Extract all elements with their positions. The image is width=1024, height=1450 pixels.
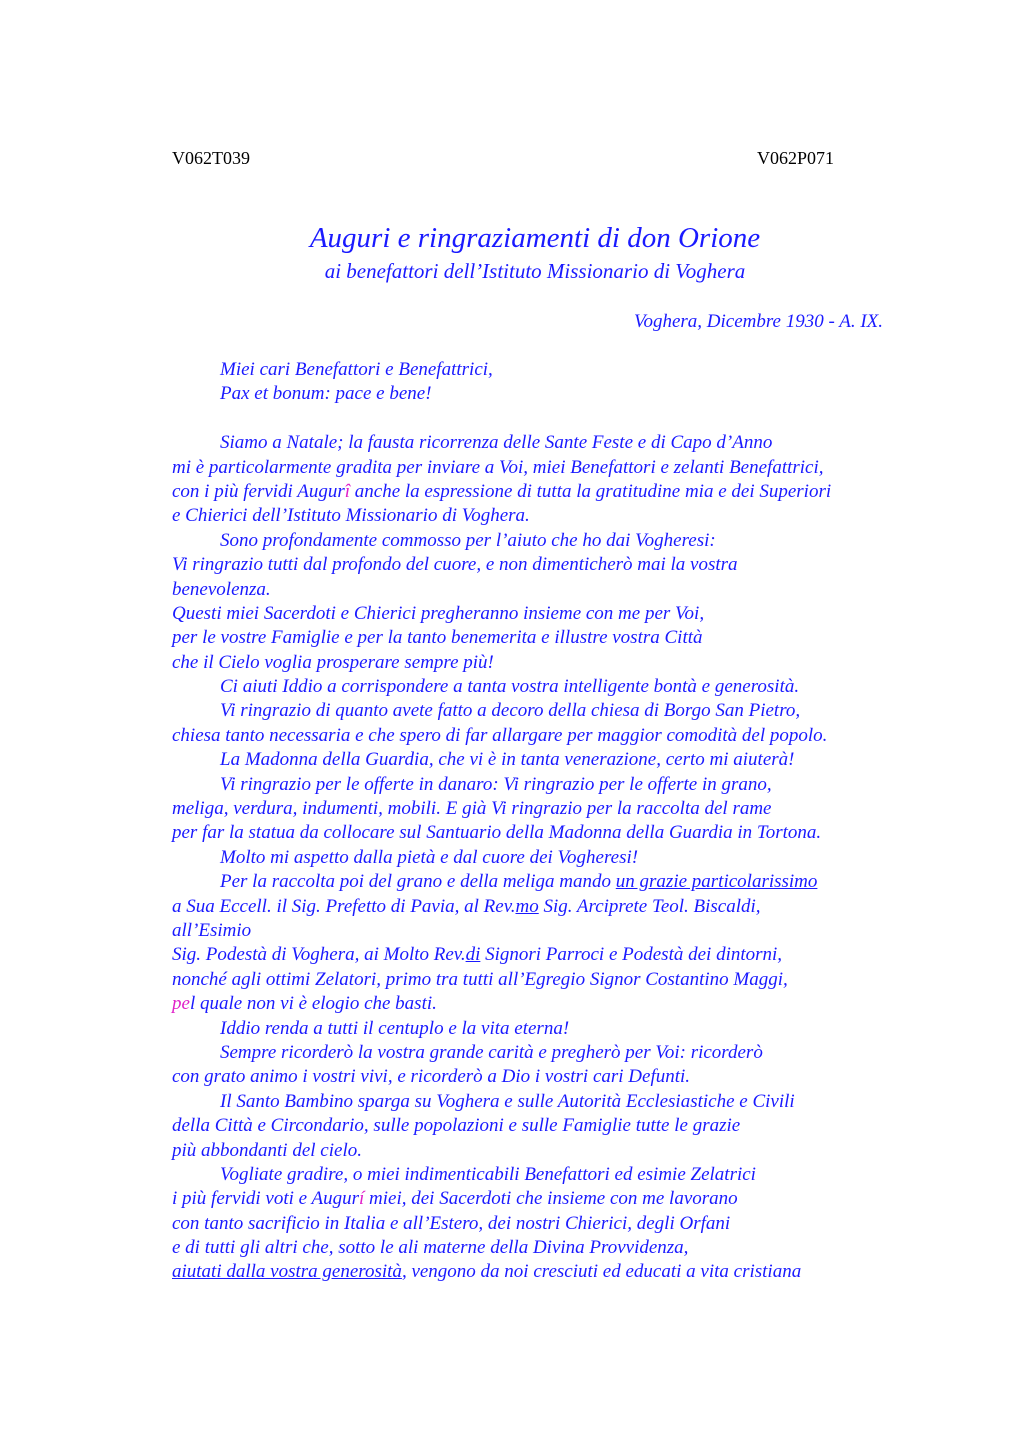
underlined-text: di [465,944,481,966]
text-line: a Sua Eccell. il Sig. Prefetto di Pavia, al Rev.mo Sig. Arciprete Teol. Biscaldi, [172,895,761,917]
text-line: Sempre ricorderò la vostra grande carità e pregherò per Voi: ricorderò [220,1041,763,1063]
underlined-text: mo [515,895,539,917]
text-line: Sig. Podestà di Voghera, ai Molto Rev.di Signori Parroci e Podestà dei dintorni, [172,944,783,966]
text-line: per le vostre Famiglie e per la tanto benemerita e illustre vostra Città [172,627,703,649]
document-title: Auguri e ringraziamenti di don Orione [309,222,761,254]
text-line: e di tutti gli altri che, sotto le ali materne della Divina Provvidenza, [172,1237,689,1259]
text-line: nonché agli ottimi Zelatori, primo tra tutti all’Egregio Signor Costantino Maggi, [172,968,788,990]
document-subtitle: ai benefattori dell’Istituto Missionario di Voghera [324,259,746,283]
text-line: Vi ringrazio di quanto avete fatto a decoro della chiesa di Borgo San Pietro, [220,700,801,722]
greeting-line: Miei cari Benefattori e Benefattrici, [220,359,493,380]
highlighted-char: í [359,1188,365,1210]
text-line: Siamo a Natale; la fausta ricorrenza delle Sante Feste e di Capo d’Anno [220,432,773,454]
text-line: che il Cielo voglia prosperare sempre più! [172,651,494,673]
text-line: Vi ringrazio per le offerte in danaro: Vi ringrazio per le offerte in grano, [220,773,772,795]
text-line: Sono profondamente commosso per l’aiuto che ho dai Vogheresi: [220,529,716,551]
highlighted-text: pe [172,993,190,1015]
text-line: Iddio renda a tutti il centuplo e la vita eterna! [220,1017,570,1039]
dateline: Voghera, Dicembre 1930 - A. IX. [633,311,883,332]
document-code-right: V062P071 [757,148,835,168]
highlighted-char: î [344,480,351,502]
text-line: meliga, verdura, indumenti, mobili. E già Vi ringrazio per la raccolta del rame [172,798,772,820]
text-line: della Città e Circondario, sulle popolazioni e sulle Famiglie tutte le grazie [172,1115,741,1137]
text-line: con tanto sacrificio in Italia e all’Estero, dei nostri Chierici, degli Orfani [172,1212,731,1234]
text-line: pel quale non vi è elogio che basti. [172,993,437,1015]
text-line: Questi miei Sacerdoti e Chierici pregheranno insieme con me per Voi, [172,602,705,624]
text-line: con grato animo i vostri vivi, e ricorderò a Dio i vostri cari Defunti. [172,1066,691,1088]
document-code-left: V062T039 [172,148,250,168]
text-line: per far la statua da collocare sul Santuario della Madonna della Guardia in Tortona. [172,822,822,844]
text-line: mi è particolarmente gradita per inviare a Voi, miei Benefattori e zelanti Benefattrici, [172,456,824,478]
text-line: chiesa tanto necessaria e che spero di far allargare per maggior comodità del popolo. [172,724,828,746]
blank-line [172,407,912,431]
text-line: i più fervidi voti e Augurí miei, dei Sacerdoti che insieme con me lavorano [172,1188,738,1210]
text-line: Per la raccolta poi del grano e della meliga mando un grazie particolarissimo [220,871,818,893]
text-line: Vogliate gradire, o miei indimenticabili Benefattori ed esimie Zelatrici [220,1163,756,1185]
text-line: con i più fervidi Augurî anche la espressione di tutta la gratitudine mia e dei Superiori [172,480,832,502]
text-line: benevolenza. [172,578,271,600]
text-line: Ci aiuti Iddio a corrispondere a tanta vostra intelligente bontà e generosità. [220,676,800,698]
text-line: Molto mi aspetto dalla pietà e dal cuore dei Vogheresi! [220,846,639,868]
underlined-text: un grazie particolarissimo [615,871,818,893]
text-line: Vi ringrazio tutti dal profondo del cuore, e non dimenticherò mai la vostra [172,554,738,576]
underlined-text: aiutati dalla vostra generosità [172,1261,402,1283]
text-line: e Chierici dell’Istituto Missionario di Voghera. [172,505,530,527]
letter-body [172,358,912,1285]
text-line: Il Santo Bambino sparga su Voghera e sulle Autorità Ecclesiastiche e Civili [220,1090,795,1112]
text-line: aiutati dalla vostra generosità, vengono da noi cresciuti ed educati a vita cristiana [172,1261,802,1283]
greeting-line: Pax et bonum: pace e bene! [220,383,432,405]
text-line: all’Esimio [172,919,252,941]
text-line: La Madonna della Guardia, che vi è in tanta venerazione, certo mi aiuterà! [220,749,795,771]
text-line: più abbondanti del cielo. [172,1139,362,1161]
